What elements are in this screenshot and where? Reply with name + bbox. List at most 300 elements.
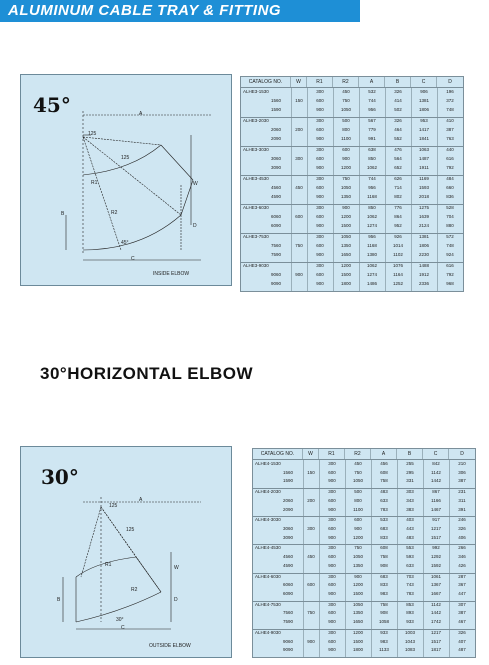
table-cell: 414 bbox=[394, 98, 402, 103]
table-cell: 1639 bbox=[418, 214, 429, 219]
table-cell: 306 bbox=[458, 469, 466, 475]
catalog-sub-number: 3090 bbox=[271, 165, 282, 170]
table-cell: 608 bbox=[380, 469, 388, 475]
table-cell: 683 bbox=[380, 573, 388, 579]
table-cell: 802 bbox=[394, 194, 402, 199]
table-cell: 900 bbox=[316, 252, 324, 257]
col-b: B bbox=[397, 449, 423, 459]
table-cell: 1500 bbox=[352, 638, 363, 644]
label-c: C bbox=[121, 625, 125, 631]
table-cell: 1817 bbox=[430, 647, 441, 653]
width-value: 600 bbox=[295, 214, 303, 219]
table-cell: 210 bbox=[458, 461, 466, 466]
table-cell: 660 bbox=[446, 185, 454, 190]
table-cell: 1043 bbox=[404, 638, 415, 644]
label-degree: 45° bbox=[121, 240, 129, 246]
table-cell: 1500 bbox=[340, 223, 351, 228]
table-cell: 1217 bbox=[430, 525, 441, 531]
table-cell: 387 bbox=[458, 478, 466, 484]
table-cell: 456 bbox=[380, 461, 388, 466]
table-cell: 300 bbox=[316, 147, 324, 152]
table-cell: 1133 bbox=[379, 647, 389, 653]
catalog-number: ALHE4-9030 bbox=[255, 629, 281, 635]
col-catalog: CATALOG NO. bbox=[253, 449, 303, 459]
catalog-number: ALHE4-4530 bbox=[255, 545, 281, 551]
table-cell: 833 bbox=[380, 582, 388, 588]
catalog-sub-number: 1560 bbox=[271, 98, 282, 103]
col-catalog: CATALOG NO. bbox=[241, 77, 291, 87]
table-cell: 783 bbox=[380, 506, 388, 512]
table-cell: 533 bbox=[380, 517, 388, 523]
table-cell: 758 bbox=[380, 478, 388, 484]
table-cell: 532 bbox=[368, 89, 376, 94]
col-b: B bbox=[385, 77, 411, 87]
table-cell: 1486 bbox=[366, 281, 377, 286]
catalog-sub-number: 4590 bbox=[283, 562, 294, 568]
label-c: C bbox=[131, 256, 135, 262]
table-cell: 638 bbox=[368, 147, 376, 152]
catalog-sub-number: 7560 bbox=[283, 610, 294, 616]
table-cell: 467 bbox=[458, 619, 466, 625]
catalog-number: ALHE3-2030 bbox=[243, 118, 269, 123]
catalog-number: ALHE3-7530 bbox=[243, 234, 269, 239]
table-cell: 933 bbox=[380, 629, 388, 635]
col-d: D bbox=[448, 79, 452, 85]
table-cell: 956 bbox=[368, 107, 376, 112]
caption-inside-elbow: INSIDE ELBOW bbox=[153, 271, 190, 277]
catalog-number: ALHE4-1530 bbox=[255, 461, 281, 466]
catalog-sub-number: 2090 bbox=[283, 506, 294, 512]
table-cell: 776 bbox=[394, 205, 402, 210]
width-value: 900 bbox=[307, 638, 315, 644]
table-cell: 1292 bbox=[430, 554, 441, 560]
width-value: 200 bbox=[295, 127, 303, 132]
table-cell: 300 bbox=[316, 234, 324, 239]
col-c: C bbox=[411, 77, 437, 87]
diagram-30-elbow bbox=[20, 446, 232, 658]
table-cell: 600 bbox=[328, 610, 336, 616]
table-cell: 255 bbox=[406, 461, 414, 466]
table-cell: 1168 bbox=[367, 194, 377, 199]
table-cell: 1142 bbox=[431, 469, 441, 475]
table-cell: 1912 bbox=[418, 272, 429, 277]
table-cell: 792 bbox=[446, 272, 454, 277]
table-cell: 924 bbox=[446, 252, 454, 257]
table-cell: 1667 bbox=[430, 590, 441, 596]
table-cell: 484 bbox=[446, 176, 454, 181]
table-cell: 564 bbox=[394, 156, 402, 161]
table-cell: 1350 bbox=[340, 243, 351, 248]
table-cell: 750 bbox=[342, 98, 350, 103]
table-cell: 1062 bbox=[366, 263, 377, 268]
table-cell: 758 bbox=[380, 554, 388, 560]
table-row-group bbox=[241, 262, 463, 292]
table-cell: 743 bbox=[406, 582, 414, 588]
table-cell: 300 bbox=[328, 629, 336, 635]
table-cell: 1063 bbox=[418, 147, 429, 152]
label-r1: R1 bbox=[91, 180, 98, 186]
table-cell: 1593 bbox=[418, 185, 429, 190]
table-cell: 1062 bbox=[366, 214, 377, 219]
table-cell: 926 bbox=[394, 234, 402, 239]
col-w: W bbox=[291, 77, 307, 87]
dim-label-1: 125 bbox=[88, 131, 97, 137]
table-cell: 1592 bbox=[430, 562, 441, 568]
table-cell: 900 bbox=[316, 194, 324, 199]
table-cell: 779 bbox=[368, 127, 376, 132]
table-cell: 1488 bbox=[418, 263, 429, 268]
table-cell: 300 bbox=[316, 176, 324, 181]
table-cell: 600 bbox=[328, 469, 336, 475]
catalog-sub-number: 6090 bbox=[271, 223, 282, 228]
catalog-sub-number: 9060 bbox=[271, 272, 282, 277]
table-cell: 714 bbox=[394, 185, 402, 190]
table-cell: 553 bbox=[406, 545, 414, 551]
table-cell: 1062 bbox=[366, 165, 377, 170]
table-row-group bbox=[241, 146, 463, 176]
table-cell: 1058 bbox=[378, 619, 389, 625]
table-cell: 991 bbox=[368, 136, 376, 141]
catalog-sub-number: 2060 bbox=[271, 127, 282, 132]
table-cell: 900 bbox=[316, 136, 324, 141]
table-cell: 300 bbox=[328, 461, 336, 466]
table-cell: 652 bbox=[394, 165, 402, 170]
table-cell: 792 bbox=[446, 165, 454, 170]
table-cell: 1442 bbox=[430, 610, 441, 616]
table-cell: 295 bbox=[406, 469, 414, 475]
table-cell: 833 bbox=[380, 534, 388, 540]
table-cell: 287 bbox=[458, 573, 466, 579]
table-cell: 748 bbox=[446, 107, 454, 112]
catalog-sub-number: 4560 bbox=[271, 185, 282, 190]
table-cell: 300 bbox=[328, 573, 336, 579]
table-cell: 326 bbox=[394, 118, 402, 123]
table-cell: 1380 bbox=[366, 252, 377, 257]
table-header bbox=[253, 449, 475, 460]
table-cell: 933 bbox=[406, 619, 414, 625]
table-cell: 1050 bbox=[340, 107, 351, 112]
table-cell: 387 bbox=[446, 127, 454, 132]
table-cell: 1200 bbox=[340, 165, 351, 170]
catalog-number: ALHE3-9030 bbox=[243, 263, 269, 268]
label-w: W bbox=[193, 181, 198, 187]
table-cell: 1650 bbox=[340, 252, 351, 257]
table-cell: 600 bbox=[328, 497, 336, 503]
col-r1: R1 bbox=[307, 77, 333, 87]
col-w: W bbox=[303, 449, 319, 459]
table-cell: 2018 bbox=[418, 194, 429, 199]
width-value: 600 bbox=[307, 582, 315, 588]
catalog-sub-number: 1560 bbox=[283, 469, 294, 475]
table-cell: 1274 bbox=[366, 223, 377, 228]
table-cell: 246 bbox=[458, 517, 466, 523]
table-cell: 744 bbox=[368, 98, 376, 103]
table-cell: 1200 bbox=[352, 534, 363, 540]
table-row-group bbox=[241, 175, 463, 205]
table-cell: 500 bbox=[342, 118, 350, 123]
catalog-number: ALHE3-4530 bbox=[243, 176, 269, 181]
table-cell: 600 bbox=[328, 638, 336, 644]
table-cell: 900 bbox=[354, 573, 362, 579]
table-cell: 266 bbox=[458, 545, 466, 551]
width-value: 750 bbox=[295, 243, 303, 248]
catalog-number: ALHE3-6030 bbox=[243, 205, 269, 210]
table-cell: 196 bbox=[446, 89, 454, 94]
table-row-group bbox=[253, 544, 475, 573]
page-title: ALUMINUM CABLE TRAY & FITTING bbox=[8, 2, 282, 19]
table-cell: 600 bbox=[328, 582, 336, 588]
table-cell: 626 bbox=[394, 176, 402, 181]
table-cell: 1417 bbox=[418, 127, 429, 132]
table-cell: 387 bbox=[458, 610, 466, 616]
table-cell: 300 bbox=[328, 517, 336, 523]
table-cell: 300 bbox=[316, 263, 324, 268]
table-cell: 1217 bbox=[430, 629, 441, 635]
dim-label-1: 125 bbox=[109, 503, 118, 509]
table-cell: 600 bbox=[342, 147, 350, 152]
table-cell: 391 bbox=[458, 506, 466, 512]
table-cell: 1487 bbox=[418, 156, 429, 161]
table-cell: 893 bbox=[406, 610, 414, 616]
table-cell: 311 bbox=[458, 497, 466, 503]
table-cell: 900 bbox=[316, 223, 324, 228]
table-cell: 600 bbox=[316, 98, 324, 103]
table-header bbox=[241, 77, 463, 88]
table-cell: 572 bbox=[446, 234, 454, 239]
table-cell: 303 bbox=[406, 489, 414, 495]
table-cell: 300 bbox=[328, 545, 336, 551]
table-cell: 464 bbox=[394, 127, 402, 132]
table-cell: 900 bbox=[316, 107, 324, 112]
table-cell: 750 bbox=[354, 469, 362, 475]
table-cell: 1164 bbox=[393, 272, 403, 277]
col-r1: R1 bbox=[319, 449, 345, 459]
table-cell: 908 bbox=[380, 562, 388, 568]
table-cell: 1467 bbox=[430, 506, 441, 512]
col-r2: R2 bbox=[345, 449, 371, 459]
table-cell: 1274 bbox=[366, 272, 377, 277]
table-cell: 1050 bbox=[352, 478, 363, 484]
width-value: 300 bbox=[295, 156, 303, 161]
table-cell: 600 bbox=[316, 127, 324, 132]
table-cell: 2336 bbox=[418, 281, 429, 286]
catalog-sub-number: 7590 bbox=[271, 252, 282, 257]
table-cell: 1100 bbox=[341, 136, 351, 141]
label-b: B bbox=[61, 211, 65, 217]
dim-label-2: 125 bbox=[121, 155, 130, 161]
table-cell: 900 bbox=[328, 590, 336, 596]
width-value: 450 bbox=[295, 185, 303, 190]
table-cell: 968 bbox=[446, 281, 454, 286]
table-cell: 600 bbox=[328, 554, 336, 560]
table-cell: 900 bbox=[328, 534, 336, 540]
table-cell: 450 bbox=[342, 89, 350, 94]
table-cell: 867 bbox=[432, 489, 440, 495]
table-cell: 528 bbox=[446, 205, 454, 210]
table-cell: 343 bbox=[406, 497, 414, 503]
table-cell: 983 bbox=[380, 590, 388, 596]
table-cell: 552 bbox=[394, 136, 402, 141]
table-cell: 300 bbox=[316, 89, 324, 94]
label-degree: 30° bbox=[116, 617, 124, 623]
table-row-group bbox=[241, 233, 463, 263]
table-cell: 383 bbox=[406, 506, 414, 512]
table-cell: 1350 bbox=[352, 562, 363, 568]
width-value: 450 bbox=[307, 554, 315, 560]
catalog-sub-number: 4590 bbox=[271, 194, 282, 199]
table-cell: 600 bbox=[328, 525, 336, 531]
table-cell: 1350 bbox=[340, 194, 351, 199]
table-cell: 567 bbox=[368, 118, 376, 123]
table-cell: 300 bbox=[328, 489, 336, 495]
table-cell: 992 bbox=[432, 545, 440, 551]
col-c: C bbox=[423, 449, 449, 459]
table-cell: 853 bbox=[406, 601, 414, 607]
table-cell: 1800 bbox=[352, 647, 363, 653]
table-cell: 476 bbox=[394, 147, 402, 152]
table-cell: 600 bbox=[316, 214, 324, 219]
table-cell: 1742 bbox=[430, 619, 441, 625]
table-cell: 880 bbox=[446, 223, 454, 228]
width-value: 150 bbox=[295, 98, 303, 103]
label-d: D bbox=[193, 223, 197, 229]
catalog-sub-number: 3060 bbox=[283, 525, 294, 531]
table-row-group bbox=[253, 516, 475, 545]
table-cell: 300 bbox=[316, 118, 324, 123]
diagram-45-elbow bbox=[20, 74, 232, 286]
table-cell: 1275 bbox=[418, 205, 429, 210]
table-cell: 1252 bbox=[392, 281, 403, 286]
catalog-sub-number: 2090 bbox=[271, 136, 282, 141]
table-cell: 483 bbox=[406, 534, 414, 540]
table-cell: 842 bbox=[432, 461, 440, 466]
title-banner bbox=[0, 0, 360, 22]
label-r2: R2 bbox=[111, 210, 118, 216]
table-45-elbow bbox=[240, 76, 464, 292]
catalog-sub-number: 7560 bbox=[271, 243, 282, 248]
catalog-number: ALHE3-1530 bbox=[243, 89, 269, 94]
table-cell: 231 bbox=[458, 489, 466, 495]
table-cell: 2230 bbox=[418, 252, 429, 257]
table-cell: 367 bbox=[458, 582, 466, 588]
table-cell: 900 bbox=[328, 619, 336, 625]
table-cell: 1061 bbox=[430, 573, 441, 579]
table-cell: 1050 bbox=[352, 554, 363, 560]
table-row-group bbox=[253, 601, 475, 630]
catalog-number: ALHE3-3030 bbox=[243, 147, 269, 152]
table-cell: 502 bbox=[394, 107, 402, 112]
table-cell: 593 bbox=[406, 554, 414, 560]
table-row-group bbox=[253, 488, 475, 517]
table-cell: 616 bbox=[446, 156, 454, 161]
table-cell: 600 bbox=[316, 185, 324, 190]
table-cell: 763 bbox=[446, 136, 454, 141]
catalog-sub-number: 1590 bbox=[283, 478, 294, 484]
table-cell: 864 bbox=[394, 214, 402, 219]
table-cell: 703 bbox=[406, 573, 414, 579]
caption-outside-elbow: OUTSIDE ELBOW bbox=[149, 643, 191, 649]
table-row-group bbox=[241, 204, 463, 234]
table-cell: 704 bbox=[446, 214, 454, 219]
table-cell: 952 bbox=[394, 223, 402, 228]
table-cell: 1911 bbox=[419, 165, 429, 170]
angle-label-30: 30° bbox=[41, 465, 79, 489]
width-value: 200 bbox=[307, 497, 315, 503]
table-cell: 1350 bbox=[352, 610, 363, 616]
catalog-sub-number: 9060 bbox=[283, 638, 294, 644]
table-cell: 900 bbox=[354, 525, 362, 531]
table-cell: 1200 bbox=[340, 214, 351, 219]
table-cell: 953 bbox=[420, 118, 428, 123]
table-cell: 900 bbox=[328, 506, 336, 512]
width-value: 300 bbox=[307, 525, 315, 531]
catalog-sub-number: 3090 bbox=[283, 534, 294, 540]
table-cell: 450 bbox=[354, 461, 362, 466]
label-a: A bbox=[139, 497, 143, 503]
table-cell: 850 bbox=[368, 156, 376, 161]
label-r1: R1 bbox=[105, 562, 112, 568]
table-cell: 1381 bbox=[418, 234, 429, 239]
section-title-30: 30°HORIZONTAL ELBOW bbox=[40, 364, 254, 383]
table-cell: 600 bbox=[316, 243, 324, 248]
table-cell: 1442 bbox=[430, 478, 441, 484]
table-cell: 633 bbox=[406, 562, 414, 568]
table-cell: 1050 bbox=[352, 601, 363, 607]
table-cell: 600 bbox=[316, 272, 324, 277]
table-cell: 1200 bbox=[352, 582, 363, 588]
table-cell: 307 bbox=[458, 601, 466, 607]
table-cell: 616 bbox=[446, 263, 454, 268]
table-cell: 1650 bbox=[352, 619, 363, 625]
table-cell: 1014 bbox=[392, 243, 403, 248]
table-row-group bbox=[253, 629, 475, 658]
col-d: D bbox=[460, 451, 464, 457]
table-30-elbow bbox=[252, 448, 476, 658]
table-cell: 1100 bbox=[353, 506, 363, 512]
col-r2: R2 bbox=[333, 77, 359, 87]
table-cell: 443 bbox=[406, 525, 414, 531]
table-cell: 758 bbox=[380, 601, 388, 607]
catalog-number: ALHE4-2030 bbox=[255, 489, 281, 495]
elbow-45-drawing bbox=[21, 75, 231, 285]
table-cell: 900 bbox=[342, 205, 350, 210]
catalog-sub-number: 1590 bbox=[271, 107, 282, 112]
table-cell: 900 bbox=[328, 647, 336, 653]
table-cell: 447 bbox=[458, 590, 466, 596]
table-cell: 483 bbox=[380, 489, 388, 495]
catalog-sub-number: 2060 bbox=[283, 497, 294, 503]
table-row-group bbox=[253, 460, 475, 489]
table-cell: 683 bbox=[380, 525, 388, 531]
table-cell: 372 bbox=[446, 98, 454, 103]
table-cell: 906 bbox=[420, 89, 428, 94]
width-value: 750 bbox=[307, 610, 315, 616]
table-cell: 608 bbox=[380, 545, 388, 551]
table-cell: 1500 bbox=[352, 590, 363, 596]
table-cell: 407 bbox=[458, 638, 466, 644]
label-b: B bbox=[57, 597, 61, 603]
catalog-sub-number: 4560 bbox=[283, 554, 294, 560]
table-cell: 850 bbox=[368, 205, 376, 210]
table-cell: 983 bbox=[380, 638, 388, 644]
table-cell: 326 bbox=[458, 525, 466, 531]
table-cell: 1500 bbox=[340, 272, 351, 277]
table-cell: 500 bbox=[354, 489, 362, 495]
table-cell: 1142 bbox=[431, 601, 441, 607]
label-r2: R2 bbox=[131, 587, 138, 593]
col-a: A bbox=[371, 449, 397, 459]
catalog-sub-number: 6090 bbox=[283, 590, 294, 596]
